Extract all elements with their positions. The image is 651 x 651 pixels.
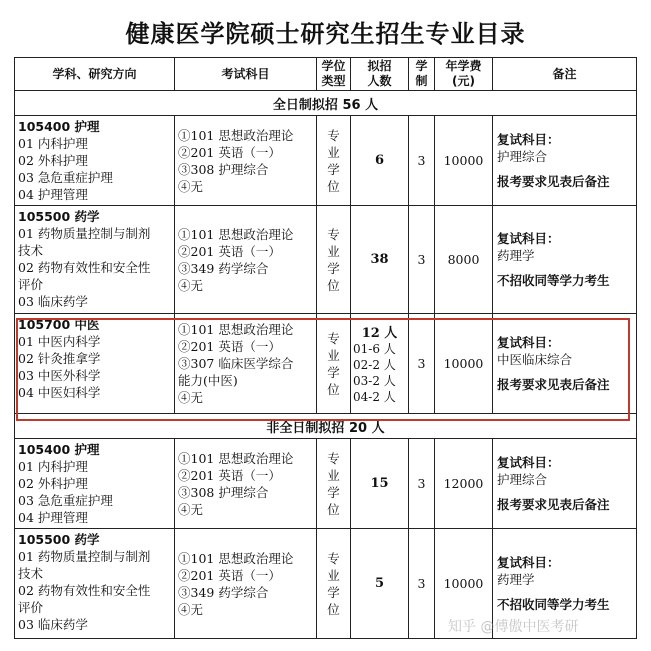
exam-cell xyxy=(175,439,317,529)
research-direction: 03 急危重症护理 xyxy=(18,493,113,508)
annual-fee: 10000 xyxy=(435,529,493,639)
exam-subject: ②201 英语（一） xyxy=(178,243,281,259)
degree-type-cell xyxy=(317,314,351,414)
degree-type-cell xyxy=(317,529,351,639)
program-row xyxy=(15,439,637,529)
program-row xyxy=(15,116,637,206)
retest-subject: 药理学 xyxy=(497,248,535,263)
quota-cell: 38 xyxy=(351,206,409,314)
retest-label: 复试科目： xyxy=(497,132,560,147)
research-direction: 01 内科护理 xyxy=(18,459,88,474)
research-direction: 02 药物有效性和安全性 xyxy=(18,583,151,598)
annual-fee: 12000 xyxy=(435,439,493,529)
exam-subject: ③308 护理综合 xyxy=(178,484,269,500)
exam-subject: ①101 思想政治理论 xyxy=(178,226,294,242)
requirement-note: 不招收同等学力考生 xyxy=(497,597,610,612)
subject-cell xyxy=(15,116,175,206)
header-exam: 考试科目 xyxy=(175,58,317,91)
system-years: 3 xyxy=(409,206,435,314)
header-quota: 拟招 人数 xyxy=(351,58,409,91)
exam-subject: 能力(中医) xyxy=(178,373,238,388)
retest-label: 复试科目： xyxy=(497,231,560,246)
research-direction: 03 临床药学 xyxy=(18,617,88,632)
degree-type-char: 位 xyxy=(327,178,340,194)
quota-cell: 5 xyxy=(351,529,409,639)
section-fulltime-label: 全日制拟招 56 人 xyxy=(15,91,637,116)
degree-type-char: 学 xyxy=(327,161,340,177)
exam-subject: ①101 思想政治理论 xyxy=(178,127,294,143)
requirement-note: 不招收同等学力考生 xyxy=(497,273,610,288)
notes-cell xyxy=(493,116,637,206)
quota-split: 02-2 人 xyxy=(353,358,396,372)
system-years: 3 xyxy=(409,529,435,639)
exam-subject: ①101 思想政治理论 xyxy=(178,550,294,566)
degree-type-char: 专 xyxy=(327,226,340,242)
header-notes: 备注 xyxy=(493,58,637,91)
requirement-note: 报考要求见表后备注 xyxy=(497,497,610,512)
program-code: 105500 药学 xyxy=(18,209,100,224)
notes-cell xyxy=(493,439,637,529)
research-direction: 03 中医外科学 xyxy=(18,368,101,383)
degree-type-char: 学 xyxy=(327,364,340,380)
research-direction: 技术 xyxy=(18,243,44,258)
section-parttime-label: 非全日制拟招 20 人 xyxy=(15,414,637,439)
subject-cell xyxy=(15,206,175,314)
exam-cell xyxy=(175,314,317,414)
degree-type-cell xyxy=(317,116,351,206)
degree-type-char: 专 xyxy=(327,127,340,143)
exam-subject: ①101 思想政治理论 xyxy=(178,322,294,337)
degree-type-char: 学 xyxy=(327,484,340,500)
exam-subject: ④无 xyxy=(178,277,204,293)
retest-subject: 药理学 xyxy=(497,572,535,587)
research-direction: 01 药物质量控制与制剂 xyxy=(18,549,151,564)
degree-type-char: 位 xyxy=(327,277,340,293)
notes-cell xyxy=(493,206,637,314)
research-direction: 03 急危重症护理 xyxy=(18,170,113,185)
research-direction: 01 药物质量控制与制剂 xyxy=(18,226,151,241)
exam-cell xyxy=(175,529,317,639)
requirement-note: 报考要求见表后备注 xyxy=(497,174,610,189)
quota-cell: 6 xyxy=(351,116,409,206)
research-direction: 04 护理管理 xyxy=(18,510,88,525)
program-code: 105500 药学 xyxy=(18,532,100,547)
quota-split: 01-6 人 xyxy=(353,342,396,356)
program-code: 105400 护理 xyxy=(18,442,100,457)
catalog-table xyxy=(14,57,637,639)
program-code: 105400 护理 xyxy=(18,119,100,134)
degree-type-char: 业 xyxy=(327,347,340,363)
degree-type-char: 学 xyxy=(327,260,340,276)
quota-total: 12 人 xyxy=(361,326,398,341)
annual-fee: 8000 xyxy=(435,206,493,314)
retest-label: 复试科目： xyxy=(497,455,560,470)
degree-type-char: 学 xyxy=(327,584,340,600)
exam-subject: ②201 英语（一） xyxy=(178,339,281,354)
retest-label: 复试科目： xyxy=(497,335,560,350)
notes-cell xyxy=(493,314,637,414)
system-years: 3 xyxy=(409,439,435,529)
research-direction: 02 针灸推拿学 xyxy=(18,351,101,366)
section-parttime xyxy=(15,414,637,439)
research-direction: 04 中医妇科学 xyxy=(18,385,101,400)
annual-fee: 10000 xyxy=(435,116,493,206)
exam-subject: ④无 xyxy=(178,390,204,405)
exam-subject: ④无 xyxy=(178,601,204,617)
program-row xyxy=(15,314,637,414)
exam-subject: ②201 英语（一） xyxy=(178,467,281,483)
degree-type-char: 专 xyxy=(327,330,340,346)
section-fulltime xyxy=(15,91,637,116)
quota-split: 03-2 人 xyxy=(353,374,396,388)
quota-split: 04-2 人 xyxy=(353,390,396,404)
retest-subject: 护理综合 xyxy=(497,149,548,164)
exam-cell xyxy=(175,116,317,206)
quota-cell: 15 xyxy=(351,439,409,529)
header-degree-type: 学位 类型 xyxy=(317,58,351,91)
exam-subject: ③308 护理综合 xyxy=(178,161,269,177)
retest-subject: 中医临床综合 xyxy=(497,352,573,367)
research-direction: 03 临床药学 xyxy=(18,294,88,309)
research-direction: 02 药物有效性和安全性 xyxy=(18,260,151,275)
degree-type-cell xyxy=(317,206,351,314)
header-system: 学 制 xyxy=(409,58,435,91)
retest-label: 复试科目： xyxy=(497,555,560,570)
degree-type-char: 业 xyxy=(327,467,340,483)
exam-subject: ④无 xyxy=(178,178,204,194)
requirement-note: 报考要求见表后备注 xyxy=(497,377,610,392)
research-direction: 04 护理管理 xyxy=(18,187,88,202)
retest-subject: 护理综合 xyxy=(497,472,548,487)
exam-subject: ②201 英语（一） xyxy=(178,144,281,160)
degree-type-char: 专 xyxy=(327,550,340,566)
research-direction: 02 外科护理 xyxy=(18,476,88,491)
exam-subject: ③307 临床医学综合 xyxy=(178,356,294,371)
exam-subject: ④无 xyxy=(178,501,204,517)
degree-type-char: 专 xyxy=(327,450,340,466)
subject-cell xyxy=(15,529,175,639)
header-subject: 学科、研究方向 xyxy=(15,58,175,91)
research-direction: 01 中医内科学 xyxy=(18,334,101,349)
research-direction: 评价 xyxy=(18,600,44,615)
page-title: 健康医学院硕士研究生招生专业目录 xyxy=(125,20,526,48)
system-years: 3 xyxy=(409,116,435,206)
system-years: 3 xyxy=(409,314,435,414)
program-code: 105700 中医 xyxy=(18,317,100,332)
exam-subject: ②201 英语（一） xyxy=(178,567,281,583)
header-row xyxy=(15,58,637,91)
exam-subject: ③349 药学综合 xyxy=(178,584,269,600)
degree-type-char: 位 xyxy=(327,601,340,617)
degree-type-char: 业 xyxy=(327,243,340,259)
degree-type-cell xyxy=(317,439,351,529)
degree-type-char: 业 xyxy=(327,567,340,583)
degree-type-char: 位 xyxy=(327,501,340,517)
program-row xyxy=(15,206,637,314)
research-direction: 01 内科护理 xyxy=(18,136,88,151)
quota-cell xyxy=(351,314,409,414)
header-fee: 年学费 (元) xyxy=(435,58,493,91)
exam-cell xyxy=(175,206,317,314)
degree-type-char: 业 xyxy=(327,144,340,160)
research-direction: 技术 xyxy=(18,566,44,581)
subject-cell xyxy=(15,314,175,414)
exam-subject: ③349 药学综合 xyxy=(178,260,269,276)
annual-fee: 10000 xyxy=(435,314,493,414)
subject-cell xyxy=(15,439,175,529)
degree-type-char: 位 xyxy=(327,381,340,397)
exam-subject: ①101 思想政治理论 xyxy=(178,450,294,466)
watermark: 知乎 @傅傲中医考研 xyxy=(448,619,579,635)
research-direction: 评价 xyxy=(18,277,44,292)
research-direction: 02 外科护理 xyxy=(18,153,88,168)
